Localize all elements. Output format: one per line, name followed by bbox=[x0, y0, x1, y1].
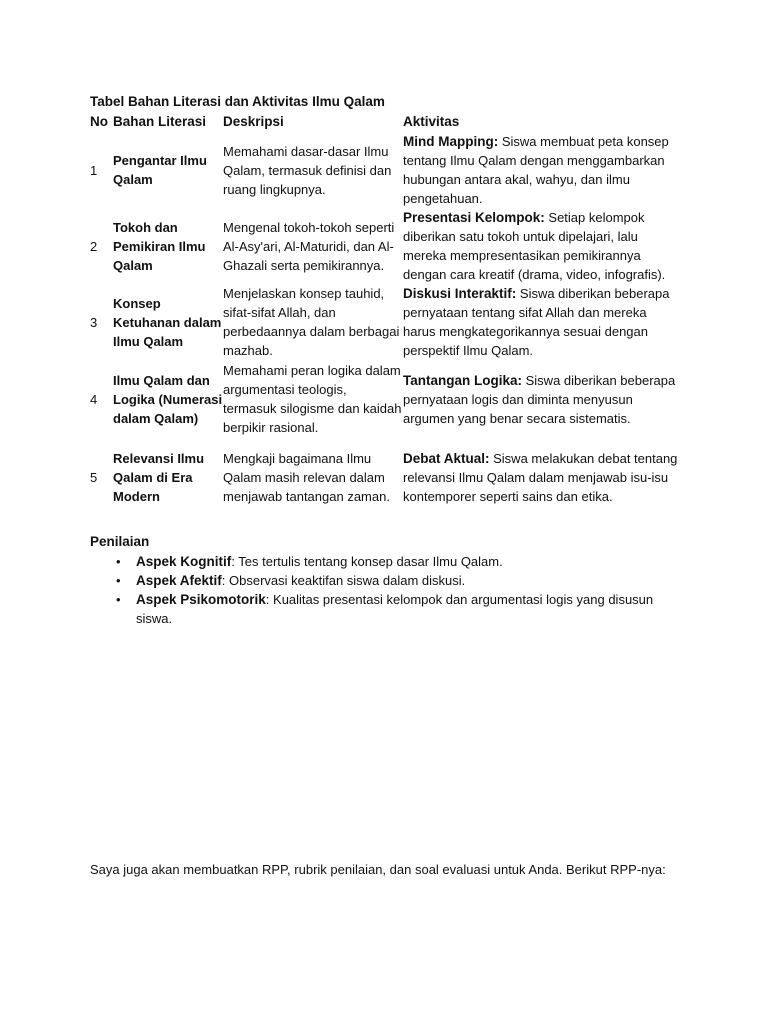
aspek-text: : Kualitas presentasi kelompok dan argumentasi logis yang disusun siswa. bbox=[136, 592, 654, 626]
list-item bbox=[136, 552, 690, 571]
aspek-label: Aspek Kognitif bbox=[136, 554, 232, 569]
row-bahan: Ilmu Qalam dan Logika (Numerasi dalam Qalam) bbox=[113, 372, 223, 426]
aktivitas-text: Siswa membuat peta konsep tentang Ilmu Qalam dengan menggambarkan hubungan antara akal, wahyu, dan ilmu pengetahuan. bbox=[403, 134, 669, 206]
penilaian-heading: Penilaian bbox=[90, 534, 150, 549]
row-bahan: Relevansi Ilmu Qalam di Era Modern bbox=[113, 450, 205, 504]
row-deskripsi: Mengenal tokoh-tokoh seperti Al-Asy'ari, Al-Maturidi, dan Al-Ghazali serta pemikirannya. bbox=[223, 219, 395, 273]
table-header-row bbox=[90, 112, 682, 132]
aspek-label: Aspek Afektif bbox=[136, 573, 222, 588]
table-row bbox=[90, 284, 682, 360]
literasi-table bbox=[90, 112, 682, 516]
row-deskripsi: Memahami peran logika dalam argumentasi teologis, termasuk silogisme dan kaidah berpikir rasional. bbox=[223, 363, 402, 435]
row-aktivitas bbox=[403, 438, 682, 516]
aktivitas-label: Debat Aktual: bbox=[403, 450, 490, 466]
aspek-label: Aspek Psikomotorik bbox=[136, 592, 266, 607]
aktivitas-text: Siswa diberikan beberapa pernyataan tentang sifat Allah dan mereka harus mengkategorikannya sesuai dengan perspektif Ilmu Qalam. bbox=[403, 286, 670, 358]
row-no: 3 bbox=[90, 314, 98, 330]
row-aktivitas bbox=[403, 132, 682, 208]
row-deskripsi: Memahami dasar-dasar Ilmu Qalam, termasuk definisi dan ruang lingkupnya. bbox=[223, 143, 392, 197]
table-title: Tabel Bahan Literasi dan Aktivitas Ilmu Qalam bbox=[90, 94, 385, 109]
header-deskripsi: Deskripsi bbox=[223, 114, 284, 129]
table-row bbox=[90, 438, 682, 516]
row-no: 1 bbox=[90, 162, 98, 178]
aktivitas-label: Tantangan Logika: bbox=[403, 372, 523, 388]
table-row bbox=[90, 208, 682, 284]
row-bahan: Pengantar Ilmu Qalam bbox=[113, 153, 207, 187]
aktivitas-text: Setiap kelompok diberikan satu tokoh untuk dipelajari, lalu mereka mempresentasikan pemikirannya dengan cara kreatif (drama, video, infografis). bbox=[403, 210, 666, 282]
row-deskripsi: Menjelaskan konsep tauhid, sifat-sifat Allah, dan perbedaannya dalam berbagai mazhab. bbox=[223, 286, 400, 358]
aktivitas-label: Presentasi Kelompok: bbox=[403, 210, 545, 225]
header-aktivitas: Aktivitas bbox=[403, 114, 460, 129]
row-no: 2 bbox=[90, 238, 98, 254]
list-item bbox=[136, 571, 690, 590]
penilaian-list bbox=[90, 552, 690, 628]
aspek-text: : Observasi keaktifan siswa dalam diskusi. bbox=[221, 573, 466, 588]
aktivitas-label: Mind Mapping: bbox=[403, 134, 499, 149]
table-row bbox=[90, 132, 682, 208]
header-bahan: Bahan Literasi bbox=[113, 114, 207, 129]
document-body bbox=[90, 92, 690, 628]
aspek-text: : Tes tertulis tentang konsep dasar Ilmu Qalam. bbox=[231, 554, 503, 569]
closing-paragraph: Saya juga akan membuatkan RPP, rubrik penilaian, dan soal evaluasi untuk Anda. Berikut RPP-nya: bbox=[90, 862, 666, 877]
row-deskripsi: Mengkaji bagaimana Ilmu Qalam masih relevan dalam menjawab tantangan zaman. bbox=[223, 450, 390, 504]
row-aktivitas bbox=[403, 284, 682, 360]
row-no: 4 bbox=[90, 391, 98, 407]
row-no: 5 bbox=[90, 469, 98, 485]
row-bahan: Konsep Ketuhanan dalam Ilmu Qalam bbox=[113, 295, 222, 349]
table-row bbox=[90, 360, 682, 438]
row-aktivitas bbox=[403, 360, 682, 438]
row-aktivitas bbox=[403, 208, 682, 284]
row-bahan: Tokoh dan Pemikiran Ilmu Qalam bbox=[113, 219, 206, 273]
aktivitas-text: Siswa diberikan beberapa pernyataan logis dan diminta menyusun argumen yang benar secara sistematis. bbox=[403, 372, 676, 426]
aktivitas-label: Diskusi Interaktif: bbox=[403, 286, 517, 301]
list-item bbox=[136, 590, 690, 628]
aktivitas-text: Siswa melakukan debat tentang relevansi Ilmu Qalam dalam menjawab isu-isu kontemporer seperti sains dan etika. bbox=[403, 450, 678, 504]
header-no: No bbox=[90, 114, 108, 129]
